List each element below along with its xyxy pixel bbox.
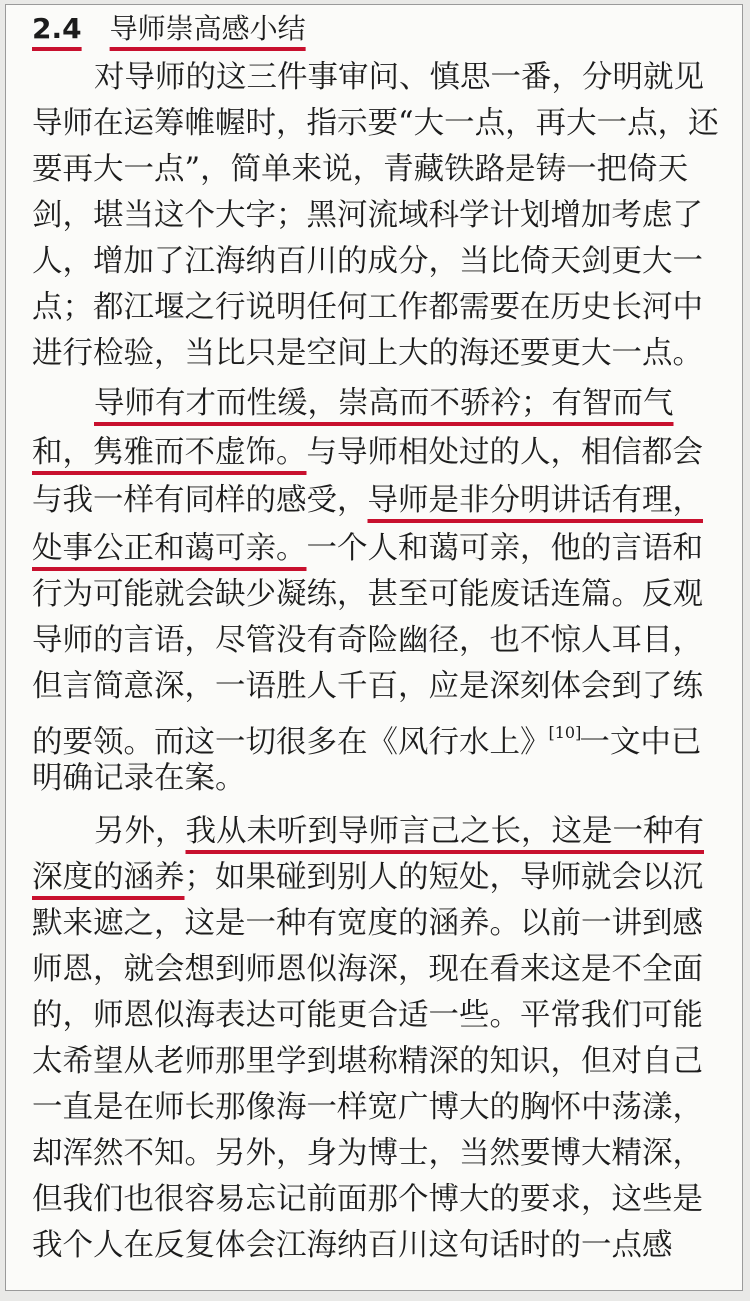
text-line: 一直是在师长那像海一样宽广博大的胸怀中荡漾， [32,1090,703,1125]
text-line: 但言简意深，一语胜人千百，应是深刻体会到了练 [32,669,703,704]
text-line: 我个人在反复体会江海纳百川这句话时的一点感 [32,1228,673,1263]
text-line [32,711,722,760]
section-title: 导师崇高感小结 [109,12,306,45]
plain-phrase: 一个人和蔼可亲，他的言语和 [306,531,703,566]
citation-marker: [10] [548,723,582,742]
text-line: 的，师恩似海表达可能更合适一些。平常我们可能 [32,998,703,1033]
section-number: 2.4 [32,12,82,45]
underlined-phrase: 深度的涵养 [32,860,185,895]
text-line: 进行检验，当比只是空间上大的海还要更大一点。 [32,336,703,371]
underlined-phrase: 我从未听到导师言己之长，这是一种有 [185,814,704,849]
text-line [32,431,722,475]
underlined-phrase: 处事公正和蔼可亲。 [32,531,307,566]
text-line: 却浑然不知。另外，身为博士，当然要博大精深， [32,1136,703,1171]
text-line: 师恩，就会想到师恩似海深，现在看来这是不全面 [32,952,703,987]
text-line: 明确记录在案。 [32,761,246,796]
plain-phrase: 与我一样有同样的感受， [32,483,368,518]
text-line [94,810,722,854]
text-line: 对导师的这三件事审问、慎思一番，分明就见 [94,60,704,95]
text-line [32,479,722,523]
underlined-phrase: 和，隽雅而不虚饰。 [32,435,307,470]
text-line: 行为可能就会缺少凝练，甚至可能废话连篇。反观 [32,577,703,612]
text-line: 导师的言语，尽管没有奇险幽径，也不惊人耳目， [32,623,703,658]
scanned-page [5,4,743,1291]
plain-phrase: 另外， [94,814,186,849]
text-line: 剑，堪当这个大字；黑河流域科学计划增加考虑了 [32,198,703,233]
text-line: 太希望从老师那里学到堪称精深的知识，但对自己 [32,1044,703,1079]
plain-phrase: 与导师相处过的人，相信都会 [306,435,703,470]
text-line: 人，增加了江海纳百川的成分，当比倚天剑更大一 [32,244,703,279]
text-line: 点；都江堰之行说明任何工作都需要在历史长河中 [32,290,703,325]
underlined-phrase: 导师有才而性缓，崇高而不骄衿；有智而气 [94,386,674,421]
plain-phrase: 的要领。而这一切很多在《风行水上》 [32,725,551,760]
underlined-phrase: 导师是非分明讲话有理， [367,483,703,518]
text-line: 导师在运筹帷幄时，指示要“大一点，再大一点，还 [32,106,719,141]
plain-phrase: 一文中已 [579,725,702,760]
text-line [94,382,722,426]
text-line [32,856,722,900]
section-heading [32,7,722,51]
text-line: 但我们也很容易忘记前面那个博大的要求，这些是 [32,1182,703,1217]
text-line: 默来遮之，这是一种有宽度的涵养。以前一讲到感 [32,906,703,941]
text-line: 要再大一点”，简单来说，青藏铁路是铸一把倚天 [32,152,689,187]
text-line [32,527,722,571]
plain-phrase: ；如果碰到别人的短处，导师就会以沉 [184,860,703,895]
